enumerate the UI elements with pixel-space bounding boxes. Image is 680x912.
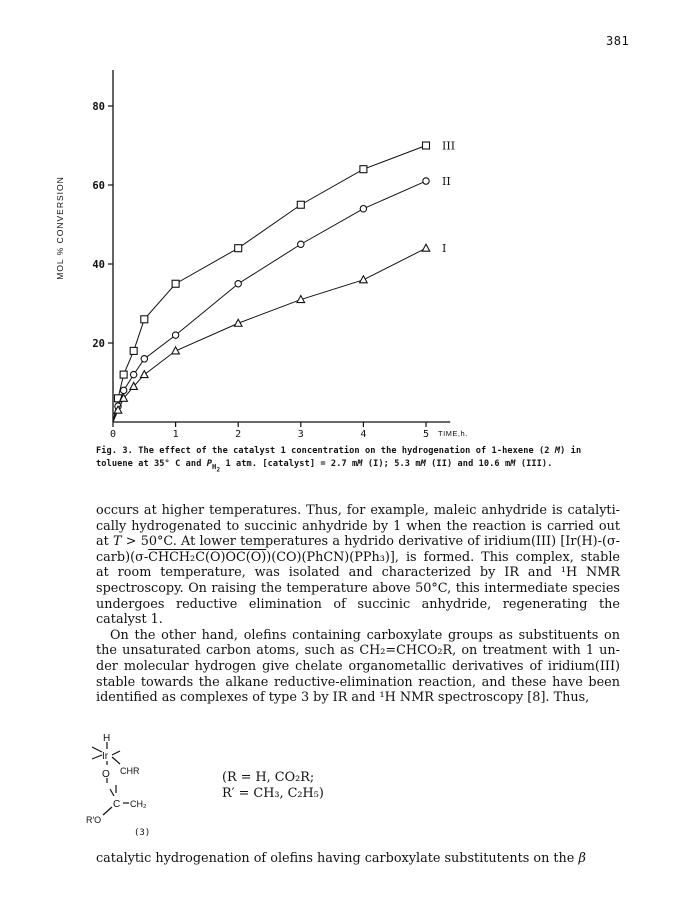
structure-note bbox=[222, 770, 324, 802]
figure-caption bbox=[96, 445, 616, 476]
point-circle bbox=[120, 387, 126, 393]
series-label-i: I bbox=[442, 242, 447, 256]
caption-text: (II) and 10.6 m bbox=[425, 459, 511, 469]
caption-text: The effect of the catalyst 1 concentration on the hydrogenation of 1-hexene (2 bbox=[132, 446, 555, 456]
caption-text: (III). bbox=[515, 459, 553, 469]
series-label-ii: II bbox=[442, 175, 451, 189]
atom-o: O bbox=[102, 769, 110, 780]
series-label-iii: III bbox=[442, 139, 456, 153]
caption-unit: M bbox=[554, 446, 561, 456]
point-circle bbox=[235, 281, 241, 287]
point-triangle bbox=[360, 276, 368, 283]
point-square bbox=[130, 347, 137, 354]
conversion-chart bbox=[0, 0, 680, 440]
point-circle bbox=[360, 206, 366, 212]
caption-pressure-symbol: P bbox=[206, 459, 213, 469]
point-circle bbox=[298, 241, 304, 247]
x-tick-label: 5 bbox=[422, 429, 430, 440]
paragraph-text: > 50°C. At lower temperatures a hydrido derivative of iridium(III) [Ir(H)-(σ-carb)(σ- bbox=[96, 534, 621, 565]
y-axis-label: MOL % CONVERSION bbox=[55, 176, 65, 280]
caption-pressure-sub: H bbox=[212, 461, 217, 471]
point-triangle bbox=[141, 371, 149, 378]
caption-unit: M bbox=[357, 459, 363, 469]
atom-ir: Ir bbox=[102, 751, 109, 762]
beta-symbol: β bbox=[578, 851, 586, 866]
last-line bbox=[96, 851, 626, 867]
structure-note-line: (R = H, CO₂R; bbox=[222, 770, 315, 785]
paragraph-1 bbox=[96, 503, 620, 628]
atom-ro: R′O bbox=[86, 815, 102, 825]
point-circle bbox=[423, 178, 429, 184]
point-triangle bbox=[172, 347, 180, 354]
page-number: 381 bbox=[606, 34, 630, 48]
point-circle bbox=[130, 371, 136, 377]
series-line-i bbox=[113, 248, 426, 422]
caption-unit: M bbox=[510, 459, 516, 469]
point-square bbox=[120, 371, 127, 378]
caption-fig-label: Fig. 3. bbox=[96, 446, 133, 456]
point-square bbox=[172, 280, 179, 287]
x-tick-label: 0 bbox=[109, 429, 117, 440]
atom-h: H bbox=[103, 733, 111, 744]
point-square bbox=[235, 245, 242, 252]
paragraph-2: On the other hand, olefins containing carboxylate groups as substituents on the unsaturated carbon atoms, such as CH₂=CHCO₂R, on treatment with 1 un-der molecular hydrogen give chelate organometallic derivatives of iridium(III) stable towards the alkane reductive-elimination reaction, and these have been identified as complexes of type 3 by IR and ¹H NMR spectroscopy [8]. Thus, bbox=[96, 627, 620, 706]
y-tick-label: 40 bbox=[92, 259, 105, 271]
series-line-iii bbox=[113, 146, 426, 423]
x-tick-label: 4 bbox=[360, 429, 367, 440]
caption-unit: M bbox=[420, 459, 426, 469]
x-axis-label: TIME,h. bbox=[438, 429, 468, 438]
paragraph-text: )(CO)(PhCN)(PPh₃)], is formed. This complex, stable at room temperature, was isolated and characterized by IR and ¹H NMR spectroscopy. On raising the temperature above 50°C, this intermediate species undergoes reductive elimination of succinic anhydride, regenerating the catalyst 1. bbox=[96, 549, 620, 628]
paragraph-text: catalytic hydrogenation of olefins having carboxylate substitutents on the bbox=[96, 851, 579, 866]
atom-ch2: CH₂ bbox=[130, 799, 147, 809]
x-tick-label: 3 bbox=[297, 429, 304, 440]
body-text bbox=[96, 503, 620, 706]
structure-3-diagram bbox=[86, 733, 196, 828]
ring-overline-text: CHCH₂C(O)OC(O) bbox=[148, 549, 267, 565]
point-square bbox=[141, 316, 148, 323]
caption-text: ) in toluene at 35° C and bbox=[96, 446, 582, 469]
point-square bbox=[360, 166, 367, 173]
point-square bbox=[297, 201, 304, 208]
caption-pressure-subsub: 2 bbox=[216, 466, 221, 474]
structure-note-line: R′ = CH₃, C₂H₅) bbox=[222, 786, 324, 801]
x-tick-label: 1 bbox=[172, 429, 179, 440]
point-circle bbox=[172, 332, 178, 338]
structure-label: (3) bbox=[134, 828, 151, 838]
point-circle bbox=[141, 356, 147, 362]
x-tick-label: 2 bbox=[235, 429, 242, 440]
atom-chr: CHR bbox=[120, 766, 140, 776]
y-tick-label: 20 bbox=[92, 338, 105, 350]
point-square bbox=[423, 142, 430, 149]
paragraph-text: occurs at higher temperatures. Thus, for example, maleic anhydride is catalyti-cally hydrogenated to succinic anhydride by 1 when the reaction is carried out at bbox=[96, 503, 620, 550]
y-tick-label: 80 bbox=[92, 101, 105, 113]
caption-text: 1 atm. [catalyst] = 2.7 m bbox=[220, 459, 358, 469]
y-tick-label: 60 bbox=[92, 180, 105, 192]
caption-text: (I); 5.3 m bbox=[362, 459, 421, 469]
figure-3 bbox=[0, 0, 680, 440]
temperature-symbol: T bbox=[113, 534, 122, 550]
point-triangle bbox=[422, 244, 430, 251]
atom-c: C bbox=[113, 799, 121, 810]
